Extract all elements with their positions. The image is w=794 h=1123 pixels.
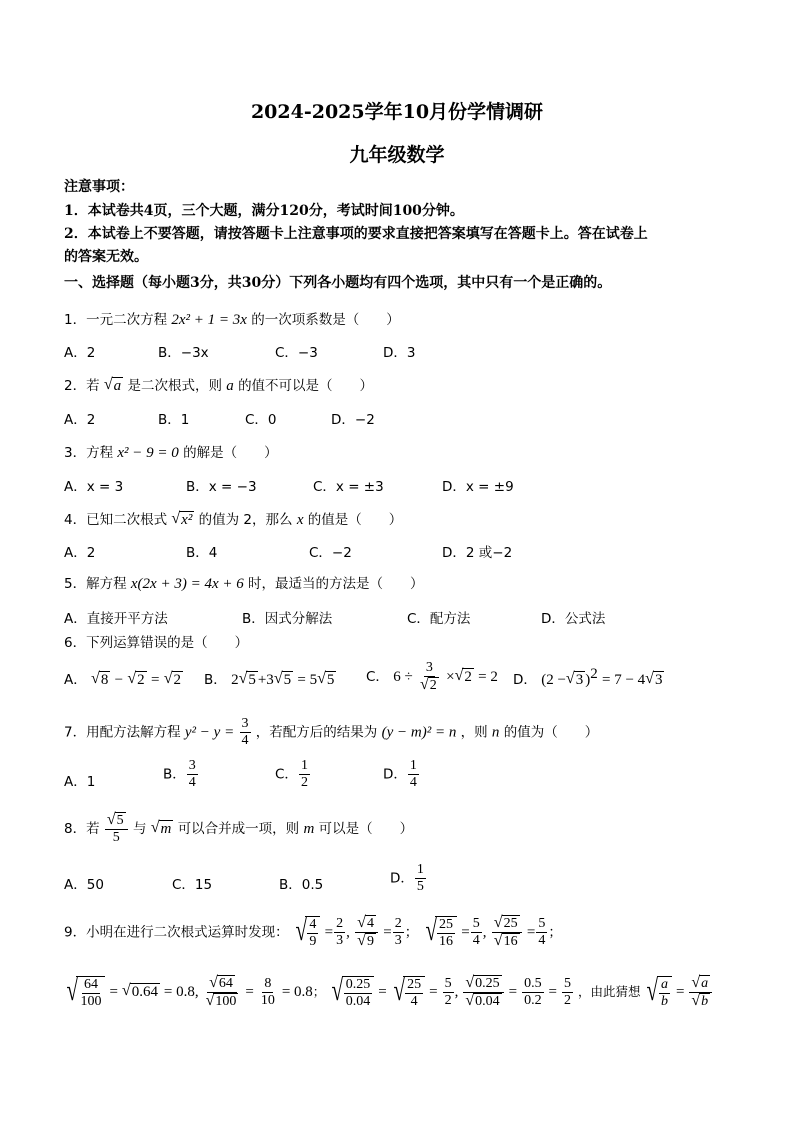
q4-radical: √ x² [171,509,193,528]
notice-heading: 注意事项： [64,179,134,195]
q6-option-b: B． 2 √ 5 +3 √ 5 = 5 √ 5 [204,669,335,688]
notice-item-2-line-1: 2．本试卷上不要答题，请按答题卡上注意事项的要求直接把答案填写在答题卡上。答在试卷上 [64,226,648,242]
q3-text-b: 的解是（ ） [183,445,278,461]
q4-option-a: A．2 [64,545,96,561]
q3-option-a: A．x = 3 [64,479,124,495]
q2-text-b: 是二次根式，则 [127,378,222,394]
q9-line-2: √ $\frac{64}{100}$ = √ 0.64 = 0.8, √ 64 √ 100 = $\frac{8}{10}$ = 0.8； √ $\frac{0.25}{0.04}$ = √ $\frac{25}{4}$ = $\frac{5}{2}$ , √ 0.25 √ 0.04 = $\frac{0.5}{0.2}$ = $\frac{5}{2}$ ，由此猜想 √ $\frac{a}{b}$ = √ a √ b [64,975,713,1010]
q4-text-a: 4．已知二次根式 [64,512,168,528]
q5-text-a: 5．解方程 [64,576,127,592]
q2-option-d: D．−2 [331,412,375,428]
q2-text-a: 2．若 [64,378,100,394]
q4-var: x [296,512,304,528]
question-3 [64,441,278,462]
question-8: 8．若 √ 5 5 与 √ m 可以合并成一项，则 m 可以是（ ） [64,811,414,846]
q5-option-c: C．配方法 [407,611,471,627]
question-4 [64,508,402,529]
q6-option-d: D． (2 − √ 3 )$^2$ = 7 − 4 √ 3 [513,666,663,688]
q2-option-c: C．0 [245,412,277,428]
page-subtitle: 九年级数学 [349,144,445,166]
q5-option-b: B．因式分解法 [242,611,333,627]
question-6: 6．下列运算错误的是（ ） [64,635,249,651]
q4-option-b: B．4 [186,545,218,561]
q3-option-c: C．x = ±3 [313,479,384,495]
q8-option-c: B．0.5 [279,877,324,893]
notice-item-1: 1．本试卷共4页，三个大题，满分120分，考试时间100分钟。 [64,203,464,219]
q6-option-a: A． √ 8 − √ 2 = √ 2 [64,669,182,688]
q7-option-a: A．1 [64,774,96,790]
notice-item-2-line-2: 的答案无效。 [64,249,148,265]
q1-text-a: 1．一元二次方程 [64,312,168,328]
q5-equation: x(2x + 3) = 4x + 6 [130,576,244,592]
question-7: 7．用配方法解方程 y² − y = $\frac{3}{4}$ ，若配方后的结果为 (y − m)² = n ，则 n 的值为（ ） [64,716,599,749]
q2-option-b: B．1 [158,412,190,428]
q5-option-a: A．直接开平方法 [64,611,168,627]
q8-option-d: D． $\frac{1}{5}$ [390,862,424,895]
q7-option-b: B． $\frac{3}{4}$ [163,758,196,791]
q2-radical: √ a [103,375,122,394]
q3-option-d: D．x = ±9 [442,479,514,495]
q1-equation: 2x² + 1 = 3x [171,312,247,328]
q5-text-b: 时，最适当的方法是（ ） [248,576,424,592]
page-title: 2024-2025学年10月份学情调研 [250,101,544,123]
q1-option-c: C．−3 [275,345,318,361]
q1-text-b: 的一次项系数是（ ） [251,312,400,328]
q2-option-a: A．2 [64,412,96,428]
q4-option-d: D．2 或−2 [442,545,513,561]
q1-option-b: B．−3x [158,345,209,361]
q1-option-a: A．2 [64,345,96,361]
q1-option-d: D．3 [383,345,416,361]
q6-option-c: C． 6 ÷ 3 √ 2 × √ 2 = 2 [366,660,498,694]
question-9: 9．小明在进行二次根式运算时发现： √ $\frac{4}{9}$ = $\frac{2}{3}$ , √ 4 √ 9 = $\frac{2}{3}$ ； √ $\frac{25}{16}$ = $\frac{5}{4}$ , √ 25 √ 16 = $\frac{5}{4}$ ； [64,913,562,950]
q3-option-b: B．x = −3 [186,479,257,495]
q8-option-a: A．50 [64,877,104,893]
q2-text-c: 的值不可以是（ ） [238,378,374,394]
q3-equation: x² − 9 = 0 [117,445,179,461]
q3-text-a: 3．方程 [64,445,114,461]
question-5 [64,572,424,593]
q5-option-d: D．公式法 [541,611,606,627]
q4-option-c: C．−2 [309,545,352,561]
q2-var: a [226,378,234,394]
q4-text-c: 的值是（ ） [307,512,403,528]
q7-option-d: D． $\frac{1}{4}$ [383,758,417,791]
q8-option-b: C．15 [172,877,213,893]
section-heading: 一、选择题（每小题3分，共30分）下列各小题均有四个选项，其中只有一个是正确的。 [64,275,612,291]
question-2 [64,374,373,395]
question-1 [64,308,400,329]
q7-option-c: C． $\frac{1}{2}$ [275,758,308,791]
q4-text-b: 的值为 2，那么 [198,512,293,528]
